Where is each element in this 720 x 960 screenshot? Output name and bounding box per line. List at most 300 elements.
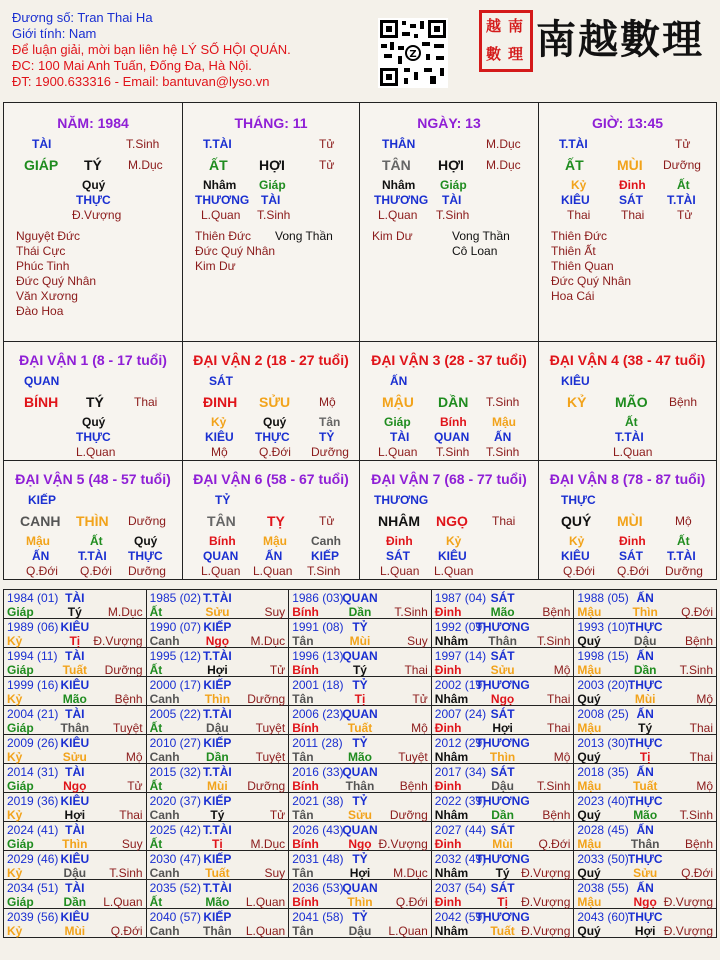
year-cell	[431, 909, 574, 938]
year-cell	[431, 880, 574, 909]
year-star: TỶ	[352, 678, 368, 692]
pillar-can: ẤT	[565, 157, 584, 173]
phone-email-line: ĐT: 1900.633316 - Email: bantuvan@lyso.vn	[12, 74, 270, 89]
year-can: Mậu	[577, 605, 602, 619]
year-cell	[289, 619, 432, 648]
year-star: THỰC	[627, 678, 663, 692]
year-can: Bính	[292, 837, 319, 851]
year-label: 2020 (37)	[149, 794, 201, 808]
year-chi: Thân	[203, 924, 232, 938]
year-stage: Q.Đới	[110, 924, 143, 938]
year-star: THƯƠNG	[475, 910, 530, 924]
year-cell	[431, 764, 574, 793]
year-can: Canh	[149, 692, 180, 706]
year-chi: Dần	[491, 808, 514, 822]
year-label: 2004 (21)	[7, 707, 59, 721]
year-stage: Mộ	[553, 750, 571, 764]
hidden-stage: Mộ	[211, 445, 228, 459]
year-star: ẤN	[636, 707, 654, 721]
year-label: 2003 (20)	[577, 678, 629, 692]
year-can: Tân	[292, 634, 314, 648]
year-stage: Thai	[119, 808, 143, 822]
year-star: TỶ	[352, 852, 368, 866]
year-star: KIÊU	[60, 794, 90, 808]
year-star: QUAN	[342, 591, 378, 605]
dai-van-chi-r: Mộ	[319, 395, 336, 409]
hidden-can: Bính	[440, 415, 467, 429]
dai-van-can: CANH	[20, 513, 61, 529]
year-can: Nhâm	[434, 634, 469, 648]
year-stage: Suy	[264, 605, 286, 619]
year-label: 2001 (18)	[292, 678, 344, 692]
year-cell	[574, 793, 717, 822]
year-cell	[431, 793, 574, 822]
year-can: Quý	[577, 750, 601, 764]
year-cell	[289, 909, 432, 938]
hidden-stage: Q.Đới	[26, 564, 58, 578]
year-label: 2002 (19)	[434, 678, 487, 692]
pillar-chi-r: Dưỡng	[663, 158, 701, 172]
hidden-can: Đinh	[619, 178, 646, 192]
year-cell	[146, 909, 289, 938]
year-cell	[431, 648, 574, 677]
year-stage: Bệnh	[542, 808, 571, 822]
year-stage: Dưỡng	[247, 692, 286, 706]
year-star: THƯƠNG	[475, 620, 530, 634]
year-cell	[146, 735, 289, 764]
year-star: SÁT	[490, 707, 515, 721]
year-stage: L.Quan	[245, 924, 286, 938]
year-chi: Dần	[63, 895, 87, 909]
year-stage: T.Sinh	[109, 866, 143, 880]
year-label: 2033 (50)	[577, 852, 629, 866]
year-cell	[574, 706, 717, 735]
dai-van-chi-r: Dưỡng	[128, 514, 166, 528]
year-can: Đinh	[434, 895, 462, 909]
year-star: TÀI	[65, 707, 85, 721]
year-cell	[146, 851, 289, 880]
year-cell	[146, 648, 289, 677]
pillar-title: NĂM: 1984	[57, 115, 129, 131]
year-chi: Hợi	[349, 866, 371, 880]
year-label: 1993 (10)	[577, 620, 629, 634]
year-star: THỰC	[627, 794, 663, 808]
year-cell	[4, 590, 147, 619]
dai-van-chi: TỴ	[267, 513, 285, 529]
year-cell	[146, 793, 289, 822]
year-label: 2000 (17)	[149, 678, 201, 692]
pillar-star-r: M.Dục	[486, 137, 521, 151]
year-chi: Tuất	[347, 721, 373, 735]
year-cell	[289, 648, 432, 677]
year-can: Nhâm	[434, 692, 469, 706]
hidden-star: TÀI	[442, 193, 462, 207]
year-stage: M.Dục	[250, 634, 286, 648]
gender: Giới tính: Nam	[12, 26, 97, 41]
year-star: TÀI	[65, 823, 85, 837]
year-chi: Tị	[354, 692, 366, 706]
year-chi: Tị	[212, 837, 223, 851]
note: Văn Xương	[16, 289, 78, 303]
hidden-can: Kỷ	[571, 178, 587, 192]
year-label: 1994 (11)	[7, 649, 58, 663]
year-label: 2005 (22)	[149, 707, 201, 721]
year-chi: Mão	[490, 605, 515, 619]
year-stage: Q.Đới	[681, 866, 713, 880]
year-chi: Tị	[497, 895, 508, 909]
year-label: 2023 (40)	[577, 794, 629, 808]
year-chi: Tuất	[490, 924, 515, 938]
year-label: 2016 (33)	[292, 765, 344, 779]
year-label: 2043 (60)	[577, 910, 629, 924]
year-stage: T.Sinh	[394, 605, 428, 619]
year-stage: Đ.Vượng	[378, 837, 428, 851]
pillar-chi: TÝ	[84, 157, 102, 173]
pillar-day	[359, 102, 539, 342]
pillar-star-r: Tử	[319, 137, 335, 151]
year-stage: Thai	[404, 663, 428, 677]
year-chi: Thân	[60, 721, 90, 735]
year-chi: Dần	[633, 663, 657, 677]
year-can: Giáp	[7, 837, 34, 851]
year-star: TỶ	[352, 736, 368, 750]
dai-van-6	[182, 460, 360, 580]
pillar-can: TÂN	[382, 157, 411, 173]
year-stage: Thai	[547, 721, 571, 735]
year-chi: Tý	[210, 808, 225, 822]
year-can: Giáp	[7, 721, 34, 735]
year-cell	[431, 851, 574, 880]
hidden-star: THỰC	[255, 430, 290, 444]
year-can: Đinh	[434, 779, 462, 793]
note: Đào Hoa	[16, 304, 64, 318]
dai-van-chi-r: Tử	[319, 514, 335, 528]
year-row	[4, 590, 717, 619]
hidden-stage: T.Sinh	[307, 564, 341, 578]
year-chi: Mùi	[349, 634, 371, 648]
year-can: Đinh	[434, 837, 462, 851]
year-label: 1992 (09)	[434, 620, 487, 634]
dai-van-title: ĐẠI VẬN 5 (48 - 57 tuổi)	[15, 471, 171, 487]
year-chi: Hợi	[207, 663, 228, 677]
dai-van-chi-r: Mộ	[675, 514, 692, 528]
year-star: T.TÀI	[203, 881, 232, 895]
hidden-can: Nhâm	[382, 178, 416, 192]
year-stage: Đ.Vượng	[521, 895, 571, 909]
year-cell	[574, 851, 717, 880]
year-cell	[4, 909, 147, 938]
year-star: QUAN	[342, 881, 378, 895]
year-can: Mậu	[577, 721, 602, 735]
year-star: QUAN	[342, 649, 378, 663]
pillar-chi: HỢI	[259, 157, 285, 173]
year-star: THỰC	[627, 736, 663, 750]
year-label: 2032 (49)	[434, 852, 487, 866]
year-label: 2040 (57)	[149, 910, 201, 924]
year-chi: Ngọ	[205, 634, 230, 648]
year-label: 1997 (14)	[434, 649, 487, 663]
year-cell	[4, 619, 147, 648]
year-label: 2030 (47)	[149, 852, 201, 866]
year-label: 1988 (05)	[577, 591, 629, 605]
year-can: Quý	[577, 692, 601, 706]
year-row	[4, 764, 717, 793]
year-label: 2012 (29)	[434, 736, 487, 750]
seal-char: 理	[508, 46, 524, 63]
year-star: KIẾP	[203, 910, 232, 924]
hidden-can: Kỷ	[569, 534, 585, 548]
year-chi: Dậu	[206, 721, 229, 735]
year-can: Giáp	[7, 895, 34, 909]
year-can: Tân	[292, 692, 314, 706]
year-chi: Tị	[69, 634, 81, 648]
hidden-stage: Dưỡng	[311, 445, 349, 459]
year-cell	[289, 706, 432, 735]
year-can: Kỷ	[7, 692, 23, 706]
dai-van-can: MẬU	[382, 394, 414, 410]
hidden-star: T.TÀI	[667, 193, 696, 207]
year-chi: Mão	[205, 895, 230, 909]
year-stage: Dưỡng	[104, 663, 143, 677]
year-cell	[4, 822, 147, 851]
year-label: 2008 (25)	[577, 707, 629, 721]
dai-van-star: KIÊU	[561, 374, 590, 388]
hidden-star: T.TÀI	[667, 549, 696, 563]
hidden-can: Ất	[625, 415, 638, 429]
year-star: QUAN	[342, 707, 378, 721]
year-star: KIẾP	[203, 852, 232, 866]
year-row	[4, 735, 717, 764]
year-cell	[431, 822, 574, 851]
year-cell	[574, 880, 717, 909]
hidden-can: Kỷ	[446, 534, 462, 548]
year-stage: Tuyệt	[113, 721, 143, 735]
notes-list	[16, 229, 96, 319]
year-cell	[4, 793, 147, 822]
hidden-stage: L.Quan	[613, 445, 653, 459]
year-label: 1991 (08)	[292, 620, 344, 634]
year-star: THỰC	[627, 620, 663, 634]
year-can: Giáp	[7, 779, 34, 793]
year-can: Đinh	[434, 663, 462, 677]
year-can: Kỷ	[7, 866, 23, 880]
year-star: ẤN	[636, 765, 654, 779]
dai-van-chi-r: Bệnh	[669, 395, 698, 409]
year-label: 2011 (28)	[292, 736, 343, 750]
dai-van-chi: TÝ	[86, 394, 104, 410]
year-can: Kỷ	[7, 924, 23, 938]
pillar-chi: MÙI	[617, 157, 643, 173]
year-stage: Bệnh	[399, 779, 428, 793]
hidden-can: Ất	[90, 534, 103, 548]
pillar-title: GIỜ: 13:45	[591, 115, 664, 131]
hidden-star: TỶ	[319, 430, 335, 444]
note: Đức Quý Nhân	[195, 244, 276, 258]
year-label: 2036 (53)	[292, 881, 344, 895]
year-cell	[574, 590, 717, 619]
year-chi: Sửu	[62, 750, 87, 764]
year-stage: Q.Đới	[681, 605, 713, 619]
note: Hoa Cái	[551, 289, 595, 303]
notes-list	[551, 229, 631, 304]
pillar-can: ẤT	[209, 157, 228, 173]
year-chi: Tuất	[205, 866, 230, 880]
year-label: 2025 (42)	[149, 823, 201, 837]
dai-van-star: THỰC	[561, 493, 596, 507]
year-chi: Sửu	[347, 808, 372, 822]
year-stage: Tuyệt	[255, 750, 286, 764]
year-stage: T.Sinh	[537, 634, 571, 648]
year-can: Bính	[292, 605, 319, 619]
year-label: 2028 (45)	[577, 823, 629, 837]
note: Nguyệt Đức	[16, 229, 81, 243]
year-label: 2024 (41)	[7, 823, 59, 837]
year-star: ẤN	[636, 649, 654, 663]
year-chi: Dậu	[348, 924, 372, 938]
year-star: T.TÀI	[203, 707, 232, 721]
year-label: 2015 (32)	[149, 765, 201, 779]
year-chi: Thân	[488, 634, 517, 648]
year-chi: Thìn	[62, 837, 88, 851]
annual-luck-table	[3, 589, 717, 938]
year-label: 2039 (56)	[7, 910, 59, 924]
pillar-star: THÂN	[382, 137, 416, 151]
year-can: Giáp	[7, 663, 34, 677]
year-stage: Đ.Vượng	[663, 924, 713, 938]
year-star: KIÊU	[60, 852, 90, 866]
year-can: Ất	[149, 663, 163, 677]
year-label: 2014 (31)	[7, 765, 59, 779]
hidden-star: THỰC	[128, 549, 163, 563]
year-label: 2035 (52)	[149, 881, 201, 895]
year-chi: Mão	[633, 808, 658, 822]
dai-van-can: QUÝ	[561, 513, 592, 529]
year-label: 2019 (36)	[7, 794, 59, 808]
note: Thiên Đức	[551, 229, 608, 243]
hidden-star: SÁT	[619, 193, 643, 207]
year-star: THƯƠNG	[475, 678, 530, 692]
hidden-star: SÁT	[619, 549, 643, 563]
dai-van-title: ĐẠI VẬN 7 (68 - 77 tuổi)	[371, 471, 527, 487]
year-row	[4, 648, 717, 677]
dai-van-3	[359, 341, 539, 461]
contact-line: Để luận giải, mời bạn liên hệ LÝ SỐ HỘI QUÁN.	[12, 42, 291, 57]
year-cell	[4, 735, 147, 764]
note: Đức Quý Nhân	[551, 274, 632, 288]
year-label: 1995 (12)	[149, 649, 201, 663]
note: Thiên Đức	[195, 229, 252, 243]
year-label: 2042 (59)	[434, 910, 487, 924]
year-label: 2018 (35)	[577, 765, 629, 779]
hidden-star: QUAN	[203, 549, 239, 563]
year-stage: Q.Đới	[538, 837, 571, 851]
year-stage: Bệnh	[684, 837, 713, 851]
year-stage: Tử	[127, 779, 143, 793]
year-stage: L.Quan	[103, 895, 143, 909]
year-can: Canh	[149, 924, 180, 938]
owner-name: Đương số: Tran Thai Ha	[12, 10, 153, 25]
year-chi: Tý	[352, 663, 367, 677]
year-star: ẤN	[636, 591, 654, 605]
year-star: KIÊU	[60, 678, 90, 692]
hidden-star: THƯƠNG	[374, 193, 429, 207]
year-star: ẤN	[636, 823, 654, 837]
year-row	[4, 706, 717, 735]
pillar-chi: HỢI	[438, 157, 464, 173]
hidden-star: THỰC	[76, 193, 111, 207]
dai-van-2	[182, 341, 360, 461]
hidden-star: KIÊU	[205, 430, 234, 444]
hidden-can: Giáp	[384, 415, 411, 429]
year-can: Nhâm	[434, 866, 469, 880]
year-star: THỰC	[627, 910, 663, 924]
year-stage: Đ.Vượng	[521, 924, 571, 938]
year-stage: M.Dục	[393, 866, 428, 880]
pillar-chi-r: M.Dục	[486, 158, 521, 172]
year-label: 1990 (07)	[149, 620, 201, 634]
year-cell	[289, 677, 432, 706]
seal-char: 越	[486, 18, 502, 35]
dai-van-title: ĐẠI VẬN 4 (38 - 47 tuổi)	[549, 352, 706, 368]
year-cell	[574, 764, 717, 793]
year-stage: Thai	[689, 721, 713, 735]
year-cell	[431, 735, 574, 764]
year-label: 2017 (34)	[434, 765, 487, 779]
dai-van-star: KIẾP	[28, 493, 57, 507]
year-stage: Bệnh	[542, 605, 571, 619]
year-cell	[4, 880, 147, 909]
hidden-stage: Q.Đới	[617, 564, 649, 578]
year-stage: Mộ	[125, 750, 143, 764]
year-stage: Đ.Vượng	[93, 634, 143, 648]
year-cell	[574, 909, 717, 938]
hidden-stage: Tử	[677, 208, 693, 222]
dai-van-title: ĐẠI VẬN 8 (78 - 87 tuổi)	[549, 471, 706, 487]
seal-stamp-icon	[479, 10, 533, 72]
year-stage: T.Sinh	[537, 779, 571, 793]
year-label: 2031 (48)	[292, 852, 344, 866]
dai-van-title: ĐẠI VẬN 2 (18 - 27 tuổi)	[193, 352, 349, 368]
year-star: KIÊU	[60, 736, 90, 750]
dai-van-can: ĐINH	[203, 394, 238, 410]
hidden-star: T.TÀI	[78, 549, 107, 563]
notes-list	[195, 229, 275, 274]
pillar-month	[182, 102, 360, 342]
dai-van-title: ĐẠI VẬN 3 (28 - 37 tuổi)	[371, 352, 527, 368]
year-can: Đinh	[434, 721, 462, 735]
year-star: KIÊU	[60, 620, 90, 634]
year-star: T.TÀI	[203, 591, 232, 605]
year-cell	[146, 822, 289, 851]
year-cell	[574, 619, 717, 648]
hidden-star: T.TÀI	[615, 430, 644, 444]
hidden-stage: L.Quan	[253, 564, 293, 578]
year-label: 2007 (24)	[434, 707, 487, 721]
dai-van-chi-r: Thai	[492, 514, 516, 528]
year-label: 2029 (46)	[7, 852, 59, 866]
hidden-stage: Dưỡng	[665, 564, 703, 578]
year-label: 2006 (23)	[292, 707, 344, 721]
dai-van-5	[3, 460, 183, 580]
year-cell	[289, 851, 432, 880]
pillar-star: T.TÀI	[203, 137, 232, 151]
hidden-star: KIÊU	[561, 193, 590, 207]
year-cell	[431, 590, 574, 619]
pillar-year	[3, 102, 183, 342]
year-chi: Tý	[67, 605, 82, 619]
dai-van-chi-r: Thai	[134, 395, 158, 409]
year-stage: Dưỡng	[247, 779, 286, 793]
